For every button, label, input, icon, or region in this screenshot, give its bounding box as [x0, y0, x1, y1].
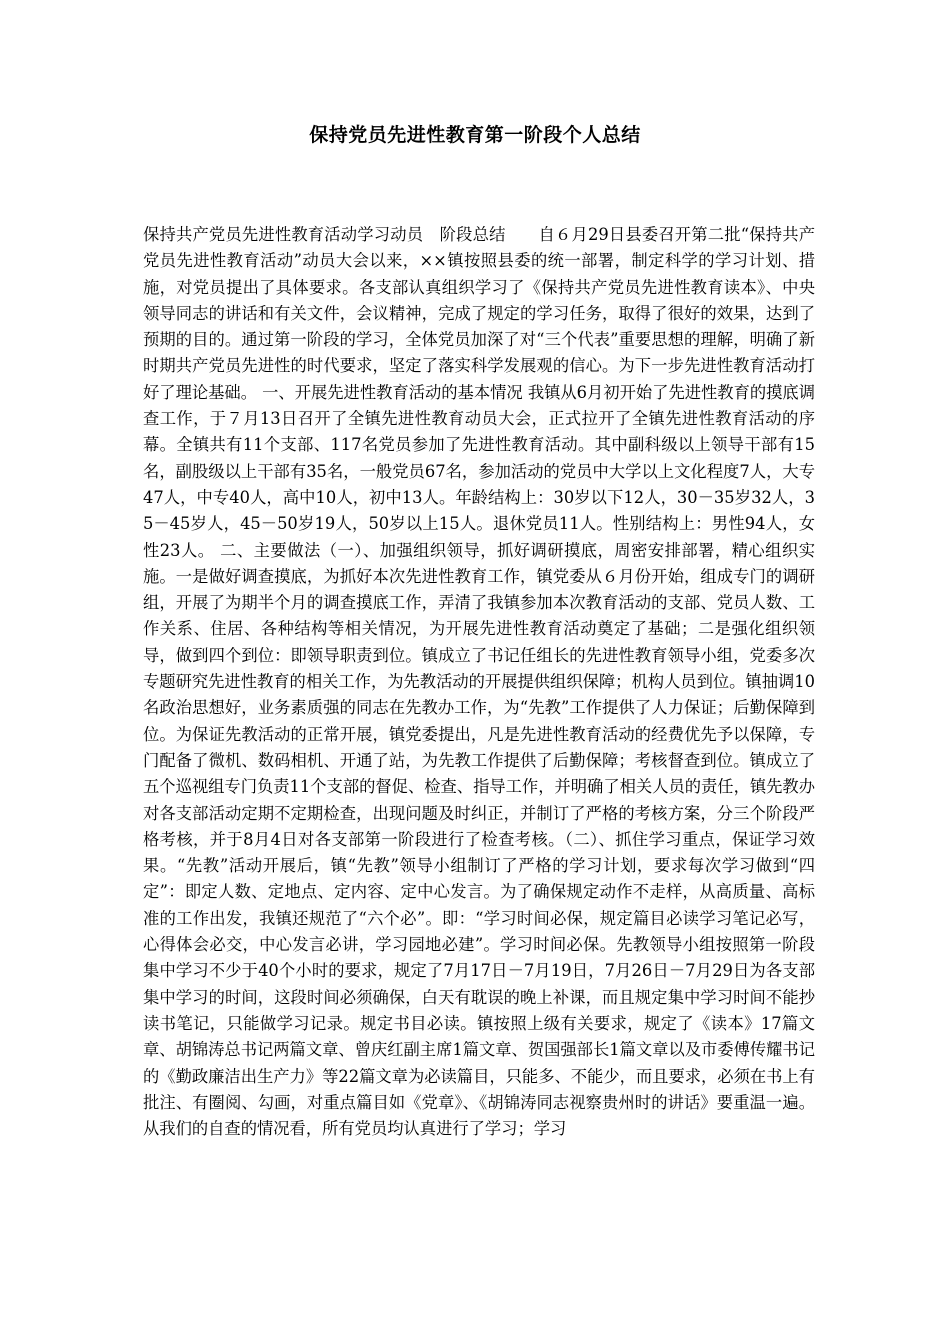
document-body-paragraph: 保持共产党员先进性教育活动学习动员 阶段总结 自６月29日县委召开第二批“保持共产党员先进性教育活动”动员大会以来，××镇按照县委的统一部署，制定科学的学习计划、措施，对党员提出了具体要求。各支部认真组织学习了《保持共产党员先进性教育读本》、中央领导同志的讲话和有关文件，会议精神，完成了规定的学习任务，取得了很好的效果，达到了预期的目的。通过第一阶段的学习，全体党员加深了对“三个代表”重要思想的理解，明确了新时期共产党员先进性的时代要求，坚定了落实科学发展观的信心。为下一步先进性教育活动打好了理论基础。 一、开展先进性教育活动的基本情况 我镇从6月初开始了先进性教育的摸底调查工作，于７月13日召开了全镇先进性教育动员大会，正式拉开了全镇先进性教育活动的序幕。全镇共有11个支部、117名党员参加了先进性教育活动。其中副科级以上领导干部有15名，副股级以上干部有35名，一般党员67名，参加活动的党员中大学以上文化程度7人，大专47人，中专40人，高中10人，初中13人。年龄结构上：30岁以下12人，30－35岁32人，35－45岁人，45－50岁19人，50岁以上15人。退休党员11人。性别结构上：男性94人，女性23人。 二、主要做法（一）、加强组织领导，抓好调研摸底，周密安排部署，精心组织实施。一是做好调查摸底，为抓好本次先进性教育工作，镇党委从６月份开始，组成专门的调研组，开展了为期半个月的调查摸底工作，弄清了我镇参加本次教育活动的支部、党员人数、工作关系、住居、各种结构等相关情况，为开展先进性教育活动奠定了基础；二是强化组织领导，做到四个到位：即领导职责到位。镇成立了书记任组长的先进性教育领导小组，党委多次专题研究先进性教育的相关工作，为先教活动的开展提供组织保障；机构人员到位。镇抽调10名政治思想好，业务素质强的同志在先教办工作，为“先教”工作提供了人力保证；后勤保障到位。为保证先教活动的正常开展，镇党委提出，凡是先进性教育活动的经费优先予以保障，专门配备了微机、数码相机、开通了站，为先教工作提供了后勤保障；考核督查到位。镇成立了五个巡视组专门负责11个支部的督促、检查、指导工作，并明确了相关人员的责任，镇先教办对各支部活动定期不定期检查，出现问题及时纠正，并制订了严格的考核方案，分三个阶段严格考核，并于8月4日对各支部第一阶段进行了检查考核。（二）、抓住学习重点，保证学习效果。“先教”活动开展后，镇“先教”领导小组制订了严格的学习计划，要求每次学习做到“四定”：即定人数、定地点、定内容、定中心发言。为了确保规定动作不走样，从高质量、高标准的工作出发，我镇还规范了“六个必”。即：“学习时间必保，规定篇目必读学习笔记必写，心得体会必交，中心发言必讲，学习园地必建”。学习时间必保。先教领导小组按照第一阶段集中学习不少于40个小时的要求，规定了7月17日－7月19日，7月26日－7月29日为各支部集中学习的时间，这段时间必须确保，白天有耽误的晚上补课，而且规定集中学习时间不能抄读书笔记，只能做学习记录。规定书目必读。镇按照上级有关要求，规定了《读本》17篇文章、胡锦涛总书记两篇文章、曾庆红副主席1篇文章、贺国强部长1篇文章以及市委傅传耀书记的《勤政廉洁出生产力》等22篇文章为必读篇目，只能多、不能少，而且要求，必须在书上有批注、有圈阅、勾画，对重点篇目如《党章》、《胡锦涛同志视察贵州时的讲话》要重温一遍。从我们的自查的情况看，所有党员均认真进行了学习；学习: [143, 225, 815, 1139]
document-title: 保持党员先进性教育第一阶段个人总结: [309, 124, 641, 146]
